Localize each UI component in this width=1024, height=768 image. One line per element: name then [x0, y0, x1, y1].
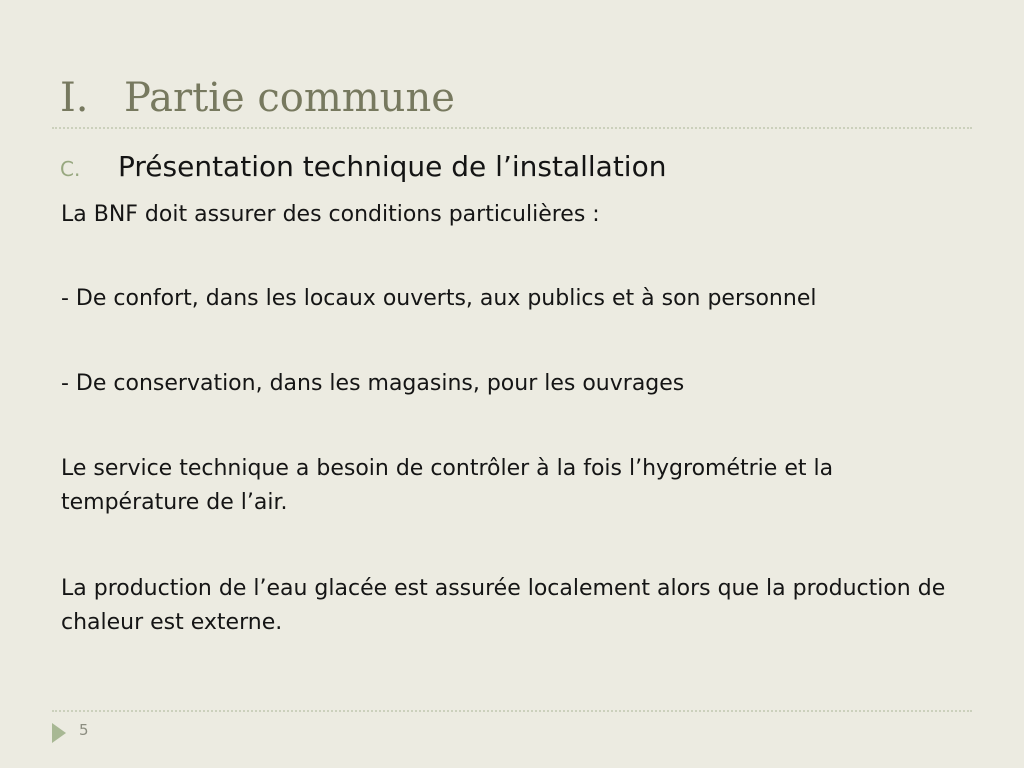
- paragraph-intro: La BNF doit assurer des conditions particulières :: [61, 202, 600, 227]
- title-divider: [52, 127, 972, 129]
- page-number: 5: [79, 721, 89, 739]
- title-text: Partie commune: [124, 75, 455, 121]
- paragraph-comfort: - De confort, dans les locaux ouverts, aux publics et à son personnel: [61, 286, 817, 311]
- triangle-right-icon: [52, 723, 66, 743]
- footer-divider: [52, 710, 972, 712]
- section-heading: [60, 145, 666, 189]
- slide-title: [60, 70, 455, 126]
- paragraph-technical-service: Le service technique a besoin de contrôler à la fois l’hygrométrie et la température de l’air.: [61, 456, 834, 515]
- paragraph-conservation: - De conservation, dans les magasins, pour les ouvrages: [61, 371, 685, 396]
- section-marker: C.: [60, 157, 81, 181]
- paragraph-production: La production de l’eau glacée est assurée localement alors que la production de chaleur est externe.: [61, 576, 946, 635]
- title-number: I.: [60, 75, 89, 121]
- section-title: Présentation technique de l’installation: [118, 150, 667, 183]
